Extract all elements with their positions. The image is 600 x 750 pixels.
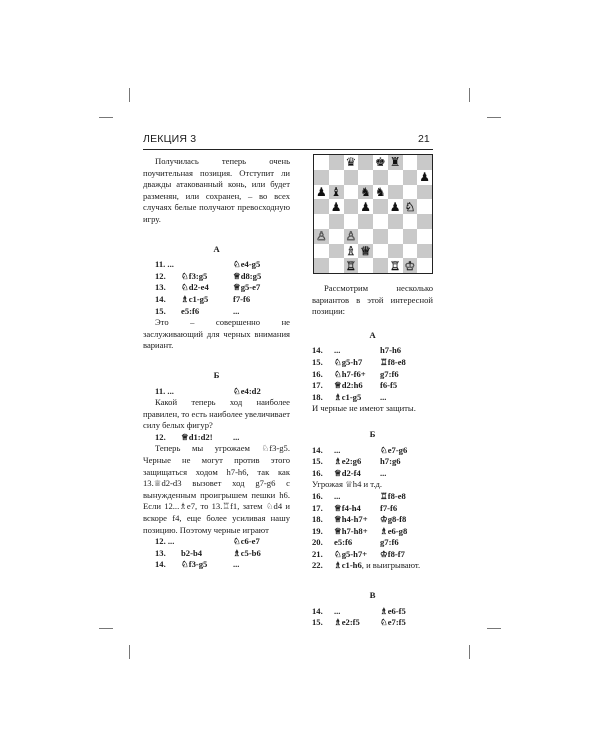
move-row: [312, 369, 433, 381]
board-square: [314, 155, 329, 170]
black-move: ♗e6-f5: [380, 605, 406, 616]
black-piece-icon: ♞: [360, 184, 371, 199]
board-square: [358, 214, 373, 229]
black-move: h7:g6: [380, 456, 401, 467]
black-move: ♔g8-f8: [380, 514, 407, 525]
black-piece-icon: ♟: [330, 199, 342, 214]
board-square: [403, 155, 418, 170]
black-move: ♘c6-e7: [233, 536, 260, 547]
move-number: 17.: [312, 502, 323, 513]
black-move: f7-f6: [380, 502, 398, 513]
board-square: [344, 185, 359, 200]
white-move: ...: [334, 605, 341, 616]
black-move: ♘e4:d2: [233, 385, 261, 396]
move-number: 12. ...: [155, 536, 175, 547]
move-row: [312, 606, 433, 618]
board-square: [344, 170, 359, 185]
black-move: ...: [233, 559, 240, 570]
move-number: 18.: [312, 391, 323, 402]
board-square: [403, 214, 418, 229]
move-number: 20.: [312, 537, 323, 548]
intro-paragraph: Получилась теперь очень поучительная позиция. Отступит ли дважды атакованный конь, или будет разменян, или сохранен, – во всех случаях белые получают превосходную игру.: [143, 156, 290, 224]
move-number: 15.: [155, 305, 166, 316]
board-square: [417, 244, 432, 259]
black-move: ♖f8-e8: [380, 490, 406, 501]
black-piece-icon: ♟: [315, 184, 327, 199]
board-square: [373, 214, 388, 229]
move-row: [143, 282, 290, 294]
board-square: [358, 199, 373, 214]
move-row: [312, 560, 433, 572]
move-row: [312, 537, 433, 549]
crop-mark: [469, 88, 470, 102]
move-number: 14.: [155, 559, 166, 570]
board-square: [417, 214, 432, 229]
threat-note: Угрожая ♕h4 и т.д.: [312, 479, 383, 490]
section-heading-a: А: [213, 243, 220, 254]
black-move: ♕d8:g5: [233, 270, 262, 281]
black-move: ...: [233, 305, 240, 316]
board-square: [417, 258, 432, 273]
white-move: ...: [334, 490, 341, 501]
white-move: ♕h4-h7+: [334, 514, 368, 525]
board-square: [403, 199, 418, 214]
board-square: [417, 185, 432, 200]
board-square: [388, 199, 403, 214]
move-comment: , и выигрывают.: [361, 560, 421, 571]
move-number: 17.: [312, 380, 323, 391]
board-square: [388, 214, 403, 229]
move-row: [312, 345, 433, 357]
board-square: [403, 185, 418, 200]
move-row: [143, 271, 290, 283]
white-piece-icon: ♙: [345, 229, 357, 244]
move-list-b2: [312, 491, 433, 561]
white-piece-icon: ♖: [389, 258, 401, 273]
board-square: [314, 258, 329, 273]
move-number: 15.: [312, 617, 323, 628]
move-number: 16.: [312, 467, 323, 478]
move-row: [143, 548, 290, 560]
white-move: ...: [334, 444, 341, 455]
white-move: ♘f3-g5: [181, 559, 208, 570]
section-heading-v: В: [369, 590, 376, 601]
white-move: ♘f3:g5: [181, 270, 208, 281]
board-square: [388, 185, 403, 200]
white-piece-icon: ♙: [315, 229, 327, 244]
board-square: [388, 170, 403, 185]
board-square: [314, 244, 329, 259]
board-square: [329, 244, 344, 259]
board-square: [388, 258, 403, 273]
black-piece-icon: ♟: [419, 170, 430, 185]
black-move: ...: [233, 431, 240, 442]
black-move: ♘e7:f5: [380, 617, 406, 628]
white-move: ♗c1-g5: [181, 293, 209, 304]
board-square: [329, 229, 344, 244]
move-number: 13.: [155, 282, 166, 293]
black-move: ...: [380, 467, 387, 478]
variation-a-conclusion: И черные не имеют защиты.: [312, 403, 416, 414]
white-move: b2-b4: [181, 547, 203, 558]
board-square: [344, 229, 359, 244]
move-number: 16.: [312, 368, 323, 379]
white-move: ♘d2-e4: [181, 282, 209, 293]
move-list-b1: [312, 445, 433, 480]
black-move: ♘e7-g6: [380, 444, 408, 455]
crop-mark: [99, 117, 113, 118]
black-move: ♖f8-e8: [380, 356, 406, 367]
board-square: [373, 244, 388, 259]
move-number: 18.: [312, 514, 323, 525]
board-square: [329, 258, 344, 273]
move-row: [143, 294, 290, 306]
white-move: e5:f6: [181, 305, 200, 316]
move-number: 16.: [312, 490, 323, 501]
move-number: 12.: [155, 270, 166, 281]
move-list-b: [143, 536, 290, 571]
move-number: 19.: [312, 525, 323, 536]
board-square: [314, 170, 329, 185]
crop-mark: [469, 645, 470, 659]
black-piece-icon: ♞: [374, 184, 386, 199]
white-move: ♕d2:h6: [334, 380, 363, 391]
board-square: [329, 185, 344, 200]
white-piece-icon: ♕: [360, 243, 371, 258]
board-square: [373, 170, 388, 185]
white-move: ♗c1-h6: [334, 560, 362, 571]
move-row: [143, 306, 290, 318]
crop-mark: [99, 628, 113, 629]
board-square: [373, 258, 388, 273]
move-number: 11. ...: [155, 259, 174, 270]
right-column: [312, 283, 433, 629]
black-move: g7:f6: [380, 537, 399, 548]
question-paragraph: Какой теперь ход наиболее правилен, то есть наиболее увеличивает силу белых фигур?: [143, 397, 291, 431]
white-move: ♘g5-h7+: [334, 548, 368, 559]
move-number: 12.: [155, 431, 166, 442]
move-row: [143, 259, 290, 271]
white-piece-icon: ♖: [345, 258, 357, 273]
move-number: 11. ...: [155, 385, 174, 396]
running-head-title: ЛЕКЦИЯ 3: [143, 133, 197, 145]
white-move: e5:f6: [334, 537, 353, 548]
move-list-a: [143, 259, 290, 317]
board-square: [403, 170, 418, 185]
move-row: [312, 617, 433, 629]
move-number: 14.: [155, 293, 166, 304]
move-number: 14.: [312, 345, 323, 356]
board-square: [344, 258, 359, 273]
move-number: 22.: [312, 560, 323, 571]
board-square: [403, 258, 418, 273]
board-square: [373, 185, 388, 200]
white-move: ♕d1:d2!: [181, 431, 213, 442]
black-piece-icon: ♟: [360, 199, 371, 214]
board-square: [358, 258, 373, 273]
board-square: [344, 199, 359, 214]
white-move: ♘h7-f6+: [334, 368, 366, 379]
board-square: [314, 214, 329, 229]
left-column: [143, 156, 290, 571]
board-square: [344, 244, 359, 259]
board-square: [344, 214, 359, 229]
white-move: ♕f4-h4: [334, 502, 361, 513]
black-move: f6-f5: [380, 380, 398, 391]
black-move: ♘e4-g5: [233, 259, 261, 270]
board-square: [329, 199, 344, 214]
board-square: [358, 244, 373, 259]
threat-paragraph: Теперь мы угрожаем ♘f3-g5. Черные не могут против этого защищаться ходом h7-h6, так как 13.♕d2-d3 вызовет ход g7-g6 с вынужденным проигрышем пешки h6. Если 12...♗e7, то 13.♖f1, затем ♘d4 и вскоре f4, еще более усиливая нашу позицию. Поэтому черные играют: [143, 443, 290, 535]
board-square: [329, 214, 344, 229]
move-number: 14.: [312, 605, 323, 616]
board-square: [417, 155, 432, 170]
white-move: ♗c1-g5: [334, 391, 362, 402]
board-square: [358, 170, 373, 185]
move-row: [143, 559, 290, 571]
black-move: h7-h6: [380, 345, 402, 356]
white-move: ♕d2-f4: [334, 467, 361, 478]
move-number: 15.: [312, 356, 323, 367]
white-move: [181, 536, 233, 548]
move-list-v: [312, 606, 433, 629]
board-square: [329, 155, 344, 170]
board-square: [329, 170, 344, 185]
move-row: [312, 392, 433, 404]
move-row: [312, 456, 433, 468]
crop-mark: [129, 645, 130, 659]
black-piece-icon: ♟: [389, 199, 401, 214]
black-move: ♗e6-g8: [380, 525, 408, 536]
black-piece-icon: ♛: [345, 155, 357, 170]
black-piece-icon: ♜: [389, 155, 401, 170]
move-row: [312, 468, 433, 480]
white-move: ♕h7-h8+: [334, 525, 368, 536]
board-square: [314, 229, 329, 244]
black-move: ♔f8-f7: [380, 548, 405, 559]
black-move: ...: [380, 391, 387, 402]
move-number: 14.: [312, 444, 323, 455]
white-move: ♗e2:g6: [334, 456, 362, 467]
crop-mark: [129, 88, 130, 102]
board-square: [388, 229, 403, 244]
board-square: [403, 244, 418, 259]
move-number: 15.: [312, 456, 323, 467]
crop-mark: [487, 117, 501, 118]
variation-a-comment: Это – совершенно не заслуживающий для черных внимания вариант.: [143, 317, 290, 351]
black-move: g7:f6: [380, 368, 399, 379]
move-row: [312, 549, 433, 561]
white-piece-icon: ♗: [345, 243, 357, 258]
board-square: [358, 185, 373, 200]
move-row: [312, 357, 433, 369]
move-row: [312, 514, 433, 526]
section-heading-b: Б: [369, 428, 376, 439]
board-square: [358, 155, 373, 170]
white-piece-icon: ♘: [404, 199, 416, 214]
move-row: [143, 432, 290, 444]
board-square: [314, 185, 329, 200]
board-square: [373, 229, 388, 244]
section-heading-b: Б: [213, 369, 220, 380]
black-piece-icon: ♚: [374, 155, 386, 170]
board-square: [417, 199, 432, 214]
board-square: [373, 155, 388, 170]
black-piece-icon: ♝: [330, 184, 342, 199]
white-move: ...: [334, 345, 341, 356]
move-row: [143, 536, 290, 548]
board-square: [403, 229, 418, 244]
move-list-a: [312, 345, 433, 403]
crop-mark: [487, 628, 501, 629]
black-move: ♗c5-b6: [233, 547, 261, 558]
page-number: 21: [418, 133, 430, 145]
board-square: [314, 199, 329, 214]
move-number: 13.: [155, 547, 166, 558]
board-square: [344, 155, 359, 170]
move-row: [143, 386, 290, 398]
move-row: [312, 503, 433, 515]
move-row: [312, 491, 433, 503]
move-row: [312, 526, 433, 538]
white-piece-icon: ♔: [404, 258, 416, 273]
black-move: f7-f6: [233, 293, 251, 304]
board-square: [388, 244, 403, 259]
white-move: ♘g5-h7: [334, 356, 363, 367]
board-square: [388, 155, 403, 170]
board-square: [417, 229, 432, 244]
move-row: [312, 380, 433, 392]
white-move: ♗e2:f5: [334, 617, 360, 628]
white-move: [181, 259, 233, 271]
chess-diagram: [313, 154, 433, 274]
board-square: [417, 170, 432, 185]
board-square: [358, 229, 373, 244]
right-intro-paragraph: Рассмотрим несколько вариантов в этой интересной позиции:: [312, 283, 433, 317]
section-heading-a: А: [369, 329, 376, 340]
move-number: 21.: [312, 548, 323, 559]
header-rule: [143, 149, 433, 150]
move-row: [312, 445, 433, 457]
board-square: [373, 199, 388, 214]
black-move: ♕g5-e7: [233, 282, 261, 293]
